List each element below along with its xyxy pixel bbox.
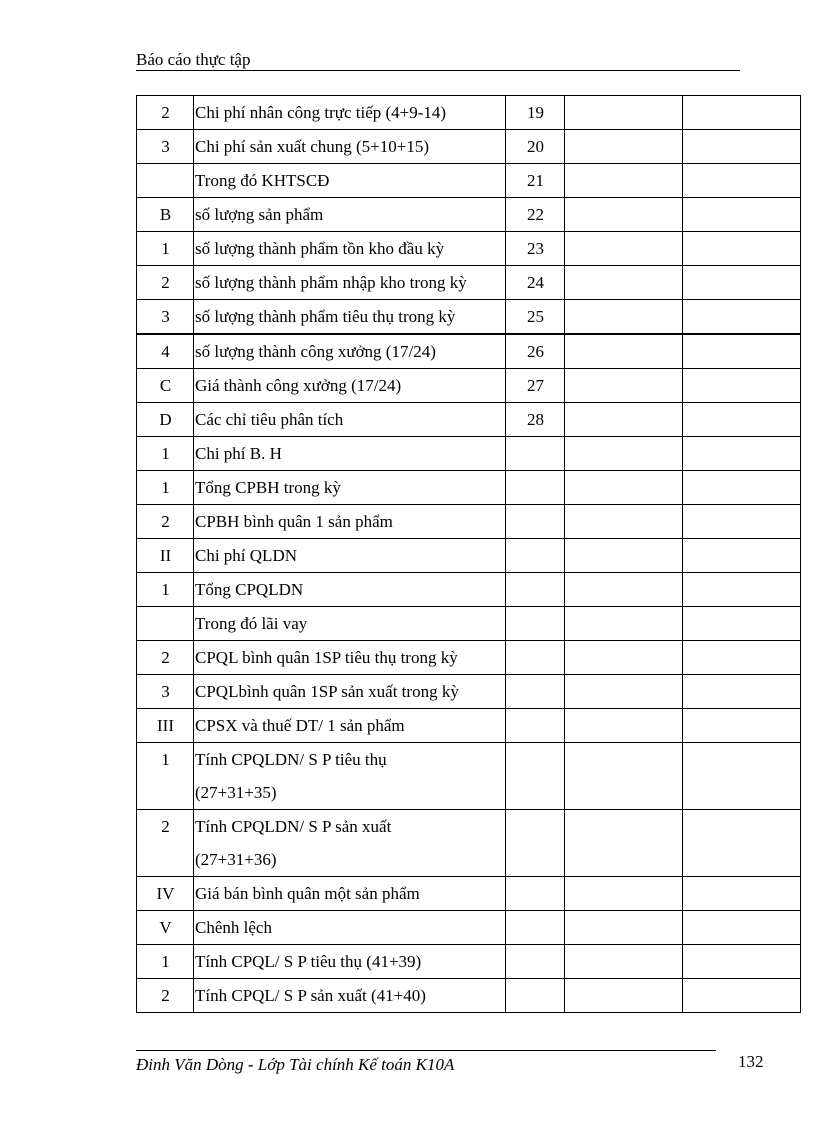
item-name-cell: CPSX và thuế DT/ 1 sản phẩm [194, 709, 506, 743]
value-cell-2 [683, 96, 801, 130]
footer-divider [136, 1050, 716, 1051]
value-cell [565, 130, 683, 164]
row-index-cell: IV [137, 877, 194, 911]
page-header-title: Báo cáo thực tập [136, 50, 251, 69]
code-cell [506, 709, 565, 743]
value-cell-2 [683, 979, 801, 1013]
table-row [137, 709, 801, 743]
item-name-cell: Tính CPQLDN/ S P sản xuất (27+31+36) [194, 810, 506, 877]
item-name-cell: số lượng sản phẩm [194, 198, 506, 232]
row-index-cell: 3 [137, 675, 194, 709]
value-cell [565, 573, 683, 607]
value-cell [565, 505, 683, 539]
value-cell [565, 539, 683, 573]
code-cell [506, 945, 565, 979]
value-cell-2 [683, 130, 801, 164]
table-row [137, 334, 801, 369]
value-cell [565, 911, 683, 945]
table-row [137, 945, 801, 979]
code-cell [506, 641, 565, 675]
row-index-cell: B [137, 198, 194, 232]
code-cell: 21 [506, 164, 565, 198]
table-row [137, 911, 801, 945]
value-cell [565, 266, 683, 300]
table-row [137, 979, 801, 1013]
table-row [137, 877, 801, 911]
value-cell [565, 979, 683, 1013]
code-cell [506, 437, 565, 471]
footer-author: Đinh Văn Dòng - Lớp Tài chính Kế toán K10A [136, 1055, 455, 1074]
value-cell [565, 437, 683, 471]
row-index-cell [137, 164, 194, 198]
value-cell-2 [683, 334, 801, 369]
row-index-cell: 2 [137, 641, 194, 675]
item-name-cell: Chênh lệch [194, 911, 506, 945]
table-row [137, 300, 801, 335]
table-row [137, 369, 801, 403]
code-cell [506, 810, 565, 877]
value-cell [565, 709, 683, 743]
item-name-cell: Chi phí B. H [194, 437, 506, 471]
row-index-cell: III [137, 709, 194, 743]
code-cell [506, 979, 565, 1013]
value-cell [565, 300, 683, 335]
cost-table [136, 95, 801, 1013]
item-name-cell: Chi phí QLDN [194, 539, 506, 573]
table-row [137, 130, 801, 164]
table-row [137, 96, 801, 130]
row-index-cell: 2 [137, 810, 194, 877]
row-index-cell: D [137, 403, 194, 437]
code-cell [506, 743, 565, 810]
row-index-cell: V [137, 911, 194, 945]
code-cell: 27 [506, 369, 565, 403]
value-cell [565, 877, 683, 911]
code-cell: 24 [506, 266, 565, 300]
code-cell: 22 [506, 198, 565, 232]
row-index-cell: 1 [137, 945, 194, 979]
table-row [137, 743, 801, 810]
row-index-cell: 1 [137, 437, 194, 471]
value-cell-2 [683, 675, 801, 709]
item-name-cell: Tính CPQLDN/ S P tiêu thụ (27+31+35) [194, 743, 506, 810]
code-cell: 20 [506, 130, 565, 164]
table-row [137, 437, 801, 471]
value-cell [565, 198, 683, 232]
item-name-cell: Tính CPQL/ S P tiêu thụ (41+39) [194, 945, 506, 979]
value-cell-2 [683, 232, 801, 266]
value-cell-2 [683, 437, 801, 471]
item-name-cell: CPQL bình quân 1SP tiêu thụ trong kỳ [194, 641, 506, 675]
table-row [137, 810, 801, 877]
value-cell-2 [683, 403, 801, 437]
code-cell [506, 607, 565, 641]
row-index-cell: C [137, 369, 194, 403]
value-cell-2 [683, 471, 801, 505]
item-name-cell: Các chỉ tiêu phân tích [194, 403, 506, 437]
item-name-cell: Chi phí sản xuất chung (5+10+15) [194, 130, 506, 164]
code-cell [506, 471, 565, 505]
item-name-cell: Tổng CPBH trong kỳ [194, 471, 506, 505]
value-cell [565, 945, 683, 979]
code-cell [506, 539, 565, 573]
value-cell [565, 403, 683, 437]
code-cell [506, 675, 565, 709]
code-cell: 28 [506, 403, 565, 437]
item-name-cell: Trong đó lãi vay [194, 607, 506, 641]
code-cell [506, 573, 565, 607]
value-cell-2 [683, 945, 801, 979]
row-index-cell: 1 [137, 573, 194, 607]
value-cell-2 [683, 539, 801, 573]
item-name-cell: CPBH bình quân 1 sản phẩm [194, 505, 506, 539]
code-cell [506, 911, 565, 945]
table-row [137, 164, 801, 198]
value-cell [565, 675, 683, 709]
row-index-cell: 4 [137, 334, 194, 369]
item-name-cell: số lượng thành phẩm tồn kho đầu kỳ [194, 232, 506, 266]
table-row [137, 403, 801, 437]
row-index-cell: 2 [137, 96, 194, 130]
row-index-cell: II [137, 539, 194, 573]
item-name-cell: số lượng thành phẩm nhập kho trong kỳ [194, 266, 506, 300]
value-cell [565, 471, 683, 505]
item-name-cell: Trong đó KHTSCĐ [194, 164, 506, 198]
code-cell [506, 505, 565, 539]
value-cell-2 [683, 369, 801, 403]
row-index-cell: 1 [137, 232, 194, 266]
item-name-cell: Giá thành công xưởng (17/24) [194, 369, 506, 403]
table-row [137, 232, 801, 266]
table-row [137, 641, 801, 675]
value-cell [565, 743, 683, 810]
row-index-cell: 1 [137, 471, 194, 505]
item-name-cell: CPQLbình quân 1SP sản xuất trong kỳ [194, 675, 506, 709]
code-cell [506, 877, 565, 911]
row-index-cell: 2 [137, 266, 194, 300]
value-cell-2 [683, 573, 801, 607]
code-cell: 26 [506, 334, 565, 369]
table-row [137, 607, 801, 641]
value-cell-2 [683, 300, 801, 335]
item-name-cell: Chi phí nhân công trực tiếp (4+9-14) [194, 96, 506, 130]
value-cell [565, 369, 683, 403]
page-number: 132 [738, 1052, 764, 1071]
value-cell [565, 232, 683, 266]
table-row [137, 505, 801, 539]
table-row [137, 471, 801, 505]
item-name-cell: Giá bán bình quân một sản phẩm [194, 877, 506, 911]
value-cell-2 [683, 198, 801, 232]
table-row [137, 266, 801, 300]
code-cell: 23 [506, 232, 565, 266]
row-index-cell: 2 [137, 505, 194, 539]
code-cell: 19 [506, 96, 565, 130]
table-row [137, 675, 801, 709]
item-name-cell: số lượng thành công xưởng (17/24) [194, 334, 506, 369]
value-cell-2 [683, 877, 801, 911]
value-cell-2 [683, 164, 801, 198]
value-cell-2 [683, 911, 801, 945]
value-cell-2 [683, 505, 801, 539]
table-row [137, 573, 801, 607]
item-name-cell: số lượng thành phẩm tiêu thụ trong kỳ [194, 300, 506, 335]
item-name-cell: Tính CPQL/ S P sản xuất (41+40) [194, 979, 506, 1013]
value-cell [565, 164, 683, 198]
value-cell [565, 641, 683, 675]
value-cell [565, 96, 683, 130]
value-cell-2 [683, 743, 801, 810]
row-index-cell: 1 [137, 743, 194, 810]
value-cell-2 [683, 641, 801, 675]
table-row [137, 539, 801, 573]
value-cell-2 [683, 709, 801, 743]
value-cell-2 [683, 607, 801, 641]
value-cell [565, 810, 683, 877]
table-row [137, 198, 801, 232]
value-cell [565, 607, 683, 641]
header-divider [136, 70, 740, 71]
row-index-cell: 3 [137, 130, 194, 164]
value-cell [565, 334, 683, 369]
row-index-cell: 2 [137, 979, 194, 1013]
value-cell-2 [683, 266, 801, 300]
item-name-cell: Tổng CPQLDN [194, 573, 506, 607]
row-index-cell: 3 [137, 300, 194, 335]
row-index-cell [137, 607, 194, 641]
code-cell: 25 [506, 300, 565, 335]
value-cell-2 [683, 810, 801, 877]
